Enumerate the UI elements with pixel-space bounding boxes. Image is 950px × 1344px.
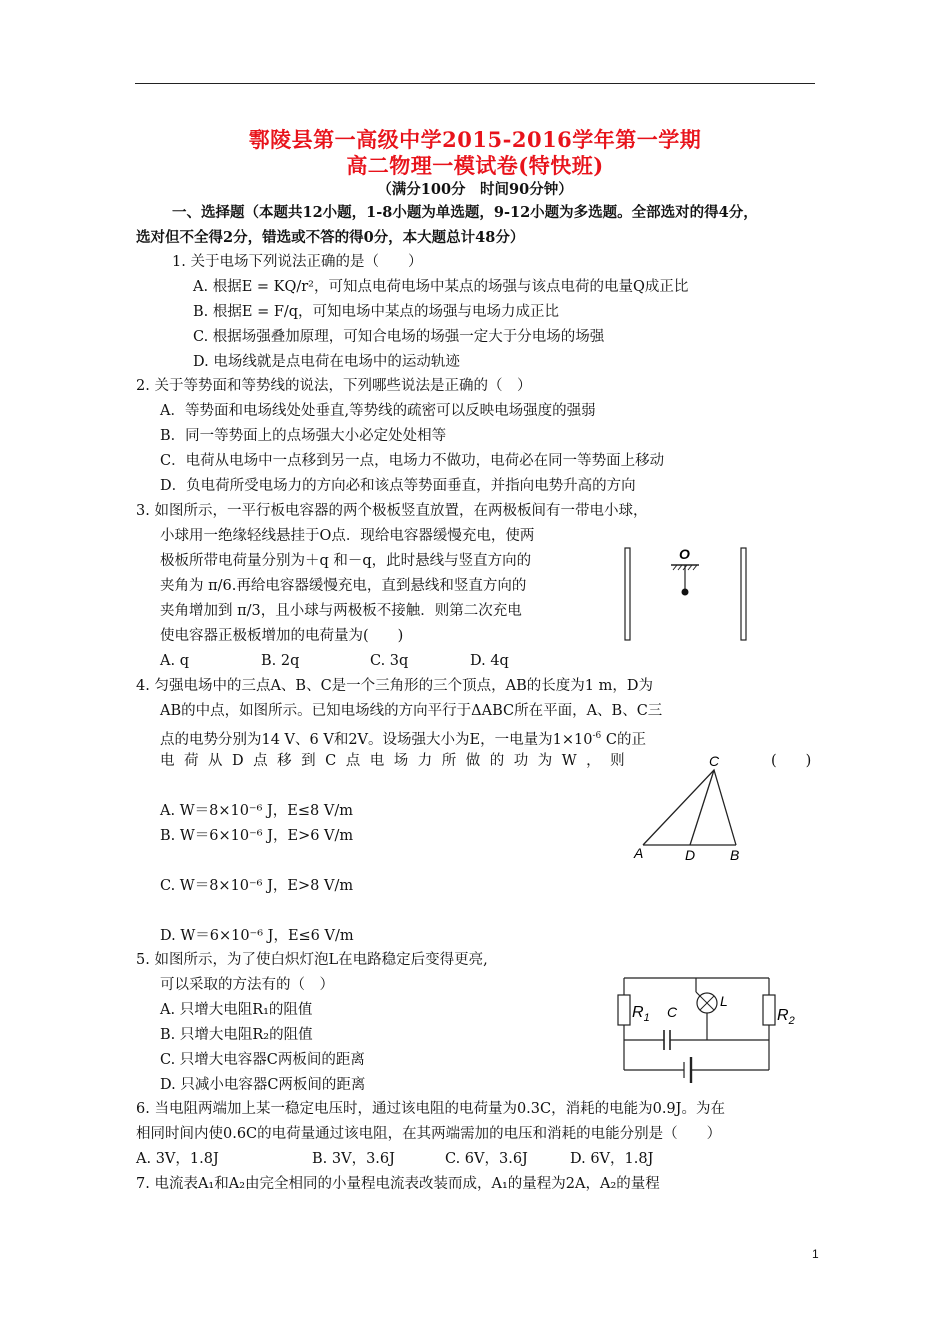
q3-option-d: D. 4q [470, 653, 509, 669]
vertex-c-label: C [709, 753, 720, 769]
section-heading-line2: 选对但不全得2分，错选或不答的得0分，本大题总计48分） [136, 229, 525, 246]
r2-subscript: 2 [788, 1015, 795, 1027]
section-heading-line1: 一、选择题（本题共12小题，1-8小题为单选题，9-12小题为多选题。全部选对的得4分， [172, 204, 758, 221]
triangle-figure [625, 752, 755, 867]
vertex-a-label: A [634, 845, 644, 861]
q4-answer-bracket: ( ) [771, 753, 812, 769]
q3-line6: 使电容器正极板增加的电荷量为( ) [160, 628, 404, 644]
exam-title-line2: 高二物理一模试卷(特快班) [346, 153, 604, 178]
r1-label [632, 1004, 650, 1024]
capacitor-c-label: C [667, 1004, 678, 1020]
exam-title-line1: 鄠陵县第一高级中学2015-2016学年第一学期 [248, 127, 702, 152]
q7-line1: 7. 电流表A₁和A₂由完全相同的小量程电流表改装而成，A₁的量程为2A，A₂的量程 [136, 1176, 660, 1192]
q1-option-c: C. 根据场强叠加原理，可知合电场的场强一定大于分电场的场强 [193, 329, 605, 345]
r2-letter: R [777, 1007, 789, 1024]
r1-letter: R [632, 1004, 644, 1021]
resistor-r1 [618, 995, 630, 1025]
circuit-figure [612, 970, 795, 1095]
q4-line3 [160, 726, 646, 750]
q6-line1: 6. 当电阻两端加上某一稳定电压时，通过该电阻的电荷量为0.3C，消耗的电能为0.9J。为在 [136, 1101, 725, 1117]
q4-option-d: D. W＝6×10⁻⁶ J，E≤6 V/m [160, 928, 354, 944]
r1-subscript: 1 [643, 1012, 650, 1024]
left-plate [625, 548, 630, 640]
exam-subtitle: （满分100分 时间90分钟） [377, 181, 573, 198]
q3-option-b: B. 2q [261, 653, 300, 669]
q5-option-c: C. 只增大电容器C两板间的距离 [160, 1052, 365, 1068]
q2-option-a: A．等势面和电场线处处垂直,等势线的疏密可以反映电场强度的强弱 [160, 403, 596, 419]
q3-line1: 3. 如图所示，一平行板电容器的两个极板竖直放置，在两极板间有一带电小球， [136, 503, 648, 519]
q6-option-d: D. 6V，1.8J [570, 1151, 654, 1167]
median-cd [690, 770, 714, 845]
q1-stem: 1. 关于电场下列说法正确的是（ ） [172, 254, 423, 270]
q4-line1: 4. 匀强电场中的三点A、B、C是一个三角形的三个顶点，AB的长度为1 m，D为 [136, 678, 653, 694]
r2-label [777, 1007, 795, 1027]
q4-option-a: A. W＝8×10⁻⁶ J，E≤8 V/m [160, 803, 353, 819]
right-plate [741, 548, 746, 640]
pivot-o-label: O [679, 546, 690, 562]
q4-exponent: -6 [592, 731, 602, 741]
vertex-b-label: B [730, 847, 740, 863]
header-rule [135, 83, 815, 84]
q2-stem: 2. 关于等势面和等势线的说法，下列哪些说法是正确的（ ） [136, 378, 532, 394]
q6-option-a: A. 3V，1.8J [136, 1151, 219, 1167]
q3-line2: 小球用一绝缘轻线悬挂于O点．现给电容器缓慢充电，使两 [160, 528, 535, 544]
lamp-lead [696, 992, 700, 996]
triangle-sides-ac-cb [643, 770, 736, 845]
point-d-label: D [685, 847, 696, 863]
q2-option-b: B．同一等势面上的点场强大小必定处处相等 [160, 428, 447, 444]
q3-line5: 夹角增加到 π/3，且小球与两极板不接触．则第二次充电 [160, 603, 522, 619]
q4-option-c: C. W＝8×10⁻⁶ J，E>8 V/m [160, 878, 354, 894]
page-number: 1 [812, 1247, 819, 1261]
q1-option-d: D. 电场线就是点电荷在电场中的运动轨迹 [193, 354, 460, 370]
q1-option-a: A. 根据E = KQ/r²，可知点电荷电场中某点的场强与该点电荷的电量Q成正比 [193, 279, 689, 295]
capacitor-pendulum-figure [615, 545, 760, 645]
q4-option-b: B. W＝6×10⁻⁶ J，E>6 V/m [160, 828, 354, 844]
charged-ball [682, 589, 689, 596]
q6-option-c: C. 6V，3.6J [445, 1151, 528, 1167]
q2-option-c: C．电荷从电场中一点移到另一点，电场力不做功，电荷必在同一等势面上移动 [160, 453, 665, 469]
q5-line1: 5. 如图所示，为了使白炽灯泡L在电路稳定后变得更亮, [136, 952, 488, 968]
q5-line2: 可以采取的方法有的（ ） [160, 977, 334, 993]
q5-option-b: B. 只增大电阻R₂的阻值 [160, 1027, 313, 1043]
q4-line4: 电荷从D点移到C点电场力所做的功为W，则 [160, 753, 635, 769]
q6-line2: 相同时间内使0.6C的电荷量通过该电阻，在其两端需加的电压和消耗的电能分别是（ ） [136, 1126, 722, 1142]
q6-option-b: B. 3V，3.6J [312, 1151, 395, 1167]
q3-option-c: C. 3q [370, 653, 409, 669]
q5-option-a: A. 只增大电阻R₁的阻值 [160, 1002, 313, 1018]
lamp-l-label: L [720, 993, 728, 1009]
q4-line2: AB的中点，如图所示。已知电场线的方向平行于ΔABC所在平面，A、B、C三 [160, 703, 663, 719]
q4-line3-text: 点的电势分别为14 V、6 V和2V。设场强大小为E，一电量为1×10 [160, 731, 593, 748]
q3-option-a: A. q [160, 653, 189, 669]
q5-option-d: D. 只减小电容器C两板间的距离 [160, 1077, 366, 1093]
q2-option-d: D．负电荷所受电场力的方向必和该点等势面垂直，并指向电势升高的方向 [160, 478, 636, 494]
q3-line4: 夹角为 π/6.再给电容器缓慢充电，直到悬线和竖直方向的 [160, 578, 527, 594]
q1-option-b: B. 根据E = F/q，可知电场中某点的场强与电场力成正比 [193, 304, 560, 320]
q3-line3: 极板所带电荷量分别为＋q 和－q，此时悬线与竖直方向的 [160, 553, 532, 569]
q4-line3-tail: C的正 [601, 731, 646, 748]
resistor-r2 [763, 995, 775, 1025]
